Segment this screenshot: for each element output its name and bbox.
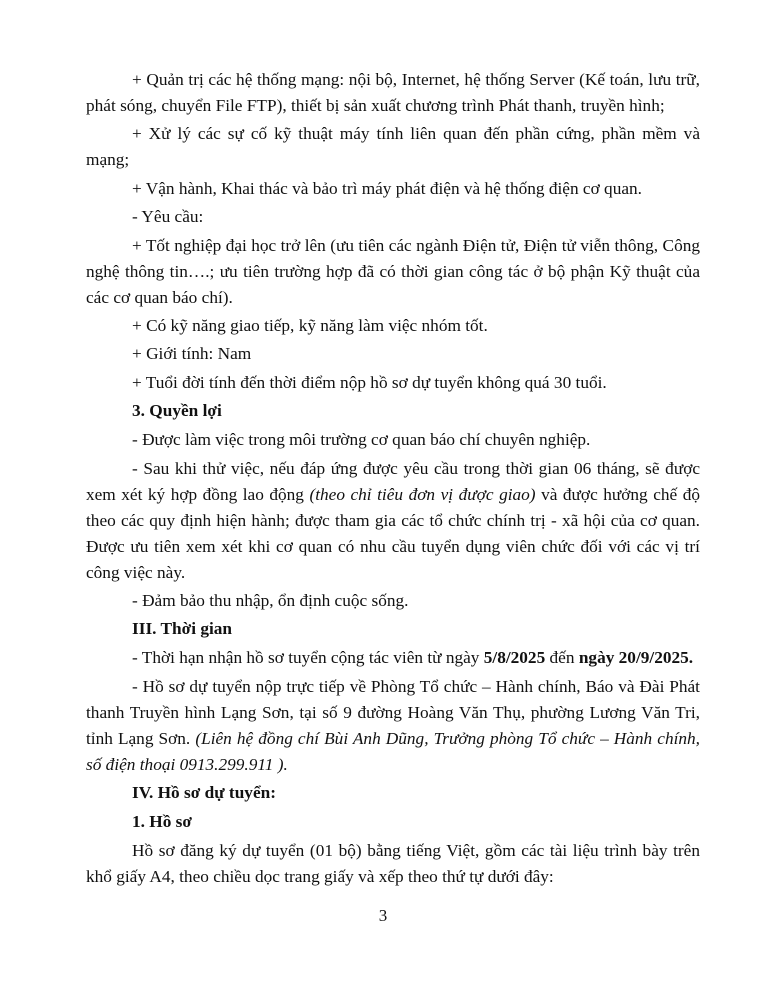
- paragraph-income: - Đảm bảo thu nhập, ổn định cuộc sống.: [132, 590, 409, 610]
- submission-text: - Hồ sơ dự tuyển nộp trực tiếp về Phòng Tổ chức – Hành chính, Báo và Đài Phát thanh Truyền hình Lạng Sơn, tại số 9 đường Hoàng Văn Thụ, phường Lương Văn Tri, tỉnh Lạng Sơn.: [86, 676, 700, 748]
- heading-application-dossier: IV. Hồ sơ dự tuyển:: [132, 783, 276, 803]
- deadline-text: - Thời hạn nhận hồ sơ tuyển cộng tác viên từ ngày: [132, 648, 484, 668]
- paragraph-deadline: [86, 645, 700, 671]
- deadline-start-date: 5/8/2025: [483, 648, 546, 668]
- contact-info: (Liên hệ đồng chí Bùi Anh Dũng, Trưởng phòng Tổ chức – Hành chính, số điện thoại 0913.299.911 ).: [86, 728, 700, 774]
- contract-text-start: - Sau khi thử việc, nếu đáp ứng được yêu cầu trong thời gian 06 tháng, sẽ được xem xét ký hợp đồng lao động: [86, 458, 700, 504]
- paragraph-gender-requirement: + Giới tính: Nam: [132, 344, 252, 364]
- heading-dossier: 1. Hồ sơ: [132, 812, 192, 832]
- deadline-connector: đến: [545, 648, 579, 668]
- heading-time: III. Thời gian: [132, 619, 233, 639]
- contract-text-italic: (theo chỉ tiêu đơn vị được giao): [309, 484, 536, 504]
- paragraph-submission-address: [86, 674, 700, 778]
- deadline-end-date: ngày 20/9/2025.: [578, 648, 694, 668]
- paragraph-dossier-description: Hồ sơ đăng ký dự tuyển (01 bộ) bằng tiếng Việt, gồm các tài liệu trình bày trên khổ giấy A4, theo chiều dọc trang giấy và xếp theo thứ tự dưới đây:: [86, 841, 700, 887]
- paragraph-requirements-label: - Yêu cầu:: [132, 207, 204, 227]
- paragraph-network-admin: + Quản trị các hệ thống mạng: nội bộ, Internet, hệ thống Server (Kế toán, lưu trữ, phát sóng, chuyển File FTP), thiết bị sản xuất chương trình Phát thanh, truyền hình;: [86, 70, 700, 115]
- contract-text-end: và được hưởng chế độ theo các quy định hiện hành; được tham gia các tổ chức chính trị - xã hội của cơ quan. Được ưu tiên xem xét khi cơ quan có nhu cầu tuyển dụng viên chức đối với các vị trí công việc này.: [86, 484, 700, 582]
- paragraph-skills-requirement: + Có kỹ năng giao tiếp, kỹ năng làm việc nhóm tốt.: [132, 315, 488, 335]
- heading-benefits: 3. Quyền lợi: [132, 401, 222, 421]
- paragraph-generator-maintenance: + Vận hành, Khai thác và bảo trì máy phát điện và hệ thống điện cơ quan.: [132, 178, 642, 198]
- paragraph-education-requirement: + Tốt nghiệp đại học trở lên (ưu tiên các ngành Điện tử, Điện tử viễn thông, Công nghệ thông tin….; ưu tiên trường hợp đã có thời gian công tác ở bộ phận Kỹ thuật của các cơ quan báo chí).: [86, 235, 700, 307]
- paragraph-age-requirement: + Tuổi đời tính đến thời điểm nộp hồ sơ dự tuyển không quá 30 tuổi.: [132, 372, 607, 392]
- page-number: 3: [378, 906, 388, 925]
- paragraph-contract-terms: [86, 456, 700, 586]
- document-body: [86, 67, 700, 892]
- paragraph-troubleshooting: + Xử lý các sự cố kỹ thuật máy tính liên quan đến phần cứng, phần mềm và mạng;: [86, 124, 700, 170]
- paragraph-work-environment: - Được làm việc trong môi trường cơ quan báo chí chuyên nghiệp.: [132, 430, 591, 450]
